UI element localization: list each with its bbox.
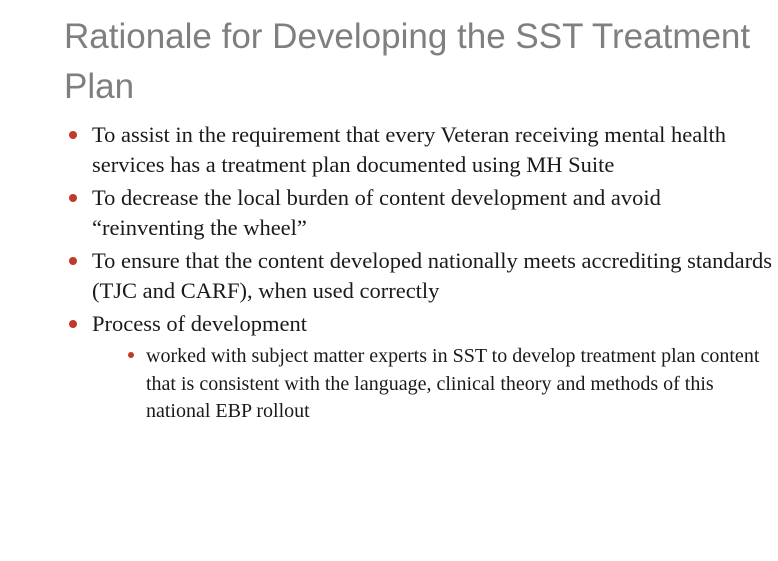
sub-list-item	[118, 343, 776, 425]
list-item-text: Process of development	[92, 310, 307, 336]
bullet-dot-icon	[69, 131, 77, 139]
list-item-text: To assist in the requirement that every Veteran receiving mental health services has a treatment plan documented using MH Suite	[92, 122, 727, 178]
sub-bullet-list	[92, 343, 776, 425]
list-item	[60, 246, 776, 307]
list-item-text: To ensure that the content developed nationally meets accrediting standards (TJC and CARF), when used correctly	[92, 247, 773, 304]
sub-list-item-text: worked with subject matter experts in SST to develop treatment plan content that is consistent with the language, clinical theory and methods of this national EBP rollout	[146, 345, 760, 422]
bullet-dot-icon	[128, 352, 134, 358]
page-title: Rationale for Developing the SST Treatment Plan	[64, 17, 751, 106]
list-item	[60, 120, 776, 181]
list-item-text: To decrease the local burden of content development and avoid “reinventing the wheel”	[92, 184, 661, 241]
bullet-dot-icon	[69, 320, 77, 328]
bullet-list	[60, 120, 776, 427]
bullet-dot-icon	[69, 194, 77, 202]
bullet-dot-icon	[69, 257, 77, 265]
list-item	[60, 309, 776, 425]
list-item	[60, 183, 776, 244]
